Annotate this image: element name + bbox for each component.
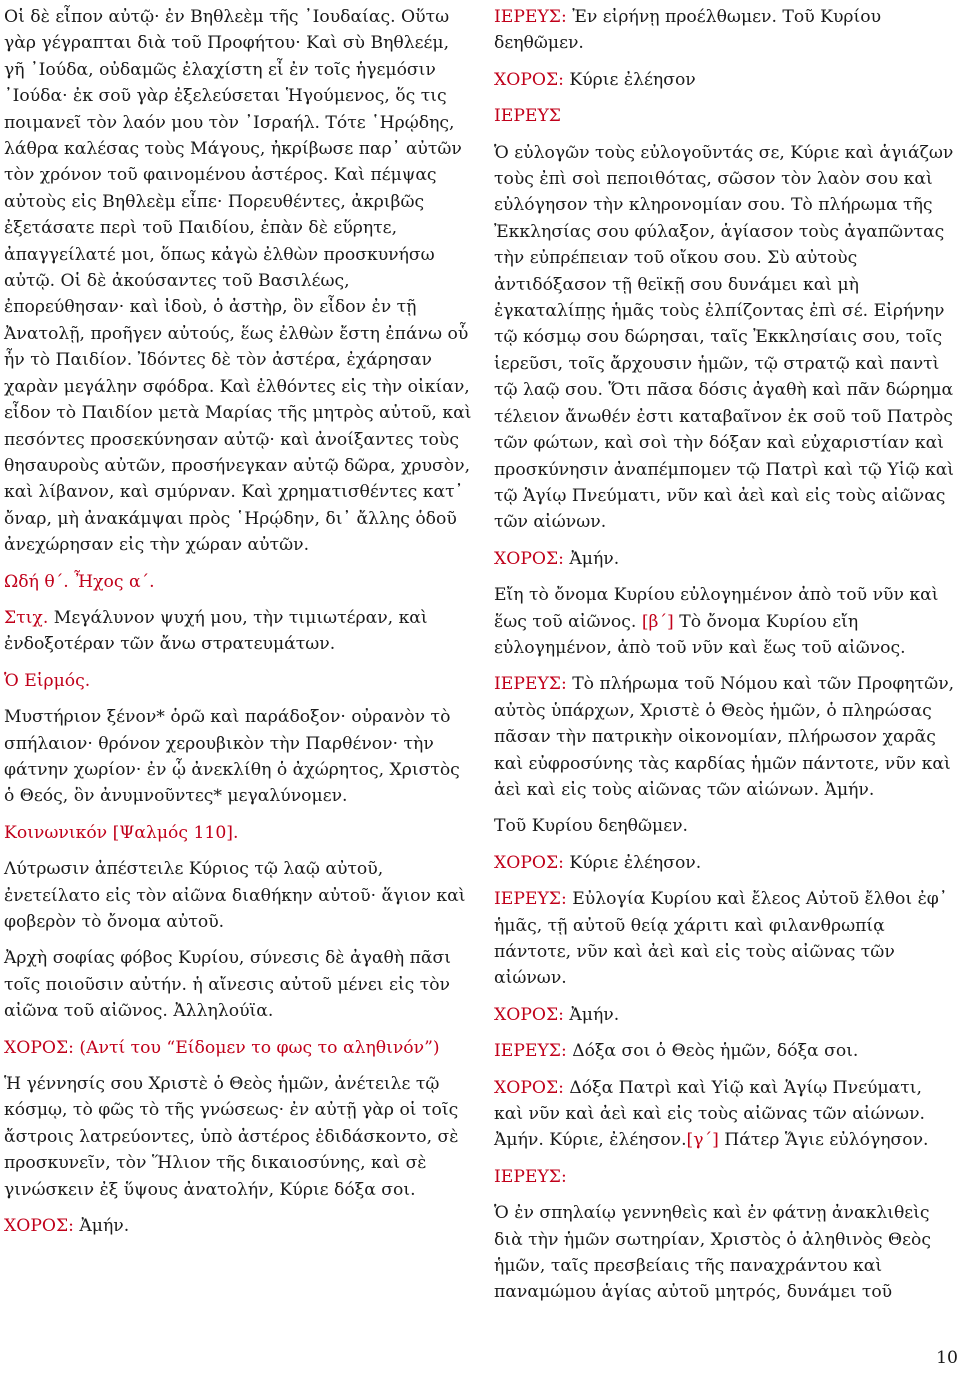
paragraph <box>494 140 956 536</box>
paragraph <box>494 1002 956 1028</box>
body-text: Ἡ γέννησίς σου Χριστὲ ὁ Θεὸς ἡμῶν, ἀνέτειλε τῷ κόσμῳ, τὸ φῶς τὸ τῆς γνώσεως· ἐν αὐτῇ γὰρ οἱ τοῖς ἄστροις λατρεύοντες, ὑπὸ ἀστέρος ἐδιδάσκοντο, σὲ προσκυνεῖν, τὸν Ἥλιον τῆς δικαιοσύνης, καὶ σὲ γινώσκειν ἐξ ὕψους ἀνατολήν, Κύριε δόξα σοι. <box>4 1074 459 1200</box>
paragraph <box>494 813 956 839</box>
body-text: Ὁ ἐν σπηλαίῳ γεννηθεὶς καὶ ἐν φάτνῃ ἀνακλιθεὶς διὰ τὴν ἡμῶν σωτηρίαν, Χριστὸς ὁ ἀληθινὸς Θεὸς ἡμῶν, ταῖς πρεσβείαις τῆς παναχράντου καὶ παναμώμου ἁγίας αὐτοῦ μητρός, δυνάμει τοῦ <box>494 1203 931 1303</box>
body-text: Δόξα σοι ὁ Θεὸς ἡμῶν, δόξα σοι. <box>572 1041 859 1062</box>
rubric-text: [γ΄] <box>686 1130 719 1151</box>
paragraph <box>4 1035 474 1061</box>
paragraph <box>494 1200 956 1306</box>
body-text: Ἀμήν. <box>569 548 620 569</box>
left-column <box>4 4 474 1249</box>
paragraph <box>494 850 956 876</box>
rubric-text: ΧΟΡΟΣ: <box>494 1004 570 1025</box>
body-text: Κύριε ἐλέησον <box>569 69 696 90</box>
body-text: Ἀμήν. <box>79 1216 130 1237</box>
paragraph <box>4 856 474 935</box>
rubric-text: ΧΟΡΟΣ: <box>494 69 570 90</box>
rubric-text: Ὁ Εἱρμός. <box>4 670 91 691</box>
paragraph <box>494 1038 956 1064</box>
rubric-text: ΧΟΡΟΣ: <box>494 548 570 569</box>
body-text: Ἀμήν. <box>569 1004 620 1025</box>
rubric-text: ΧΟΡΟΣ: <box>494 1077 570 1098</box>
rubric-text: ΧΟΡΟΣ: (Αντί του “Είδομεν το φως το αληθινόν”) <box>4 1037 440 1058</box>
rubric-text: Στιχ. <box>4 607 54 628</box>
rubric-text: ΙΕΡΕΥΣ: <box>494 674 573 695</box>
paragraph <box>494 1075 956 1154</box>
rubric-text: [β΄] <box>641 611 674 632</box>
body-text: Τὸ ὄνομα Κυρίου εἴη εὐλογημένον, ἀπὸ τοῦ νῦν καὶ ἕως τοῦ αἰῶνος. <box>494 611 906 658</box>
body-text: Μεγάλυνον ψυχή μου, τὴν τιμιωτέραν, καὶ ἐνδοξοτέραν τῶν ἄνω στρατευμάτων. <box>4 607 428 655</box>
rubric-text: ΙΕΡΕΥΣ <box>494 106 561 127</box>
paragraph <box>494 886 956 992</box>
paragraph <box>4 569 474 595</box>
rubric-text: ΧΟΡΟΣ: <box>4 1216 80 1237</box>
body-text: Μυστήριον ξένον* ὁρῶ καὶ παράδοξον· οὐρανὸν τὸ σπήλαιον· θρόνον χερουβικὸν τὴν Παρθένον· τὴν φάτνην χωρίον· ἐν ᾧ ἀνεκλίθη ὁ ἀχώρητος, Χριστὸς ὁ Θεός, ὃν ἀνυμνοῦντες* μεγαλύνομεν. <box>4 707 460 807</box>
paragraph <box>4 945 474 1024</box>
rubric-text: ΙΕΡΕΥΣ: <box>494 1041 573 1062</box>
rubric-text: ΙΕΡΕΥΣ: <box>494 7 573 27</box>
right-column <box>494 4 956 1316</box>
body-text: Εἴη τὸ ὄνομα Κυρίου εὐλογημένον ἀπὸ τοῦ νῦν καὶ ἕως τοῦ αἰῶνος. <box>494 585 939 632</box>
paragraph <box>494 546 956 572</box>
paragraph <box>4 820 474 846</box>
paragraph <box>494 1164 956 1190</box>
paragraph <box>4 668 474 694</box>
paragraph <box>494 671 956 803</box>
paragraph <box>494 4 956 57</box>
body-text: Δόξα Πατρὶ καὶ Υἱῷ καὶ Ἁγίῳ Πνεύματι, καὶ νῦν καὶ ἀεὶ καὶ εἰς τοὺς αἰῶνας τῶν αἰώνων. Ἀμήν. Κύριε, ἐλέησον. <box>494 1077 925 1151</box>
paragraph <box>494 67 956 93</box>
rubric-text: Ωδή θ΄. Ἦχος α΄. <box>4 571 155 592</box>
page-number: 10 <box>936 1347 958 1368</box>
paragraph <box>494 582 956 661</box>
body-text: Ἀρχὴ σοφίας φόβος Κυρίου, σύνεσις δὲ ἀγαθὴ πᾶσι τοῖς ποιοῦσιν αὐτήν. ἡ αἴνεσις αὐτοῦ μένει εἰς τὸν αἰῶνα τοῦ αἰῶνος. Ἀλληλούϊα. <box>4 948 451 1022</box>
paragraph <box>4 605 474 658</box>
rubric-text: ΧΟΡΟΣ: <box>494 852 570 873</box>
paragraph <box>494 103 956 129</box>
body-text: Ἐν εἰρήνῃ προέλθωμεν. Τοῦ Κυρίου δεηθῶμεν. <box>494 7 882 54</box>
body-text: Οἱ δὲ εἶπον αὐτῷ· ἐν Βηθλεὲμ τῆς ᾿Ιουδαίας. Οὕτω γὰρ γέγραπται διὰ τοῦ Προφήτου· Καὶ σὺ Βηθλεέμ, γῆ ᾿Ιούδα, οὐδαμῶς ἐλαχίστη εἶ ἐν τοῖς ἡγεμόσιν ᾿Ιούδα· ἐκ σοῦ γὰρ ἐξελεύσεται Ἡγούμενος, ὅς τις ποιμανεῖ τὸν λαόν μου τὸν ᾿Ισραήλ. Τότε ῾Ηρῴδης, λάθρα καλέσας τοὺς Μάγους, ἠκρίβωσε παρ᾿ αὐτῶν τὸν χρόνον τοῦ φαινομένου ἀστέρος. Καὶ πέμψας αὐτοὺς εἰς Βηθλεὲμ εἶπε· Πορευθέντες, ἀκριβῶς ἐξετάσατε περὶ τοῦ Παιδίου, ἐπὰν δὲ εὕρητε, ἀπαγγείλατέ μοι, ὅπως κἀγὼ ἐλθὼν προσκυνήσω αὐτῷ. Οἱ δὲ ἀκούσαντες τοῦ Βασιλέως, ἐπορεύθησαν· καὶ ἰδοὺ, ὁ ἀστὴρ, ὃν εἶδον ἐν τῇ Ἀνατολῇ, προῆγεν αὐτούς, ἕως ἐλθὼν ἔστη ἐπάνω οὗ ἦν τὸ Παιδίον. Ἰδόντες δὲ τὸν ἀστέρα, ἐχάρησαν χαρὰν μεγάλην σφόδρα. Καὶ ἐλθόντες εἰς τὴν οἰκίαν, εἶδον τὸ Παιδίον μετὰ Μαρίας τῆς μητρὸς αὐτοῦ, καὶ πεσόντες προσεκύνησαν αὐτῷ· καὶ ἀνοίξαντες τοὺς θησαυροὺς αὐτῶν, προσήνεγκαν αὐτῷ δῶρα, χρυσὸν, καὶ λίβανον, καὶ σμύρναν. Καὶ χρηματισθέντες κατ᾿ ὄναρ, μὴ ἀνακάμψαι πρὸς ῾Ηρῴδην, δι᾿ ἄλλης ὁδοῦ ἀνεχώρησαν εἰς τὴν χώραν αὐτῶν. <box>4 7 472 556</box>
body-text: Τοῦ Κυρίου δεηθῶμεν. <box>494 816 689 837</box>
body-text: Εὐλογία Κυρίου καὶ ἔλεος Αὐτοῦ ἔλθοι ἐφ᾿ ἡμᾶς, τῇ αὐτοῦ θείᾳ χάριτι καὶ φιλανθρωπίᾳ πάντοτε, νῦν καὶ ἀεὶ καὶ εἰς τοὺς αἰῶνας τῶν αἰώνων. <box>494 889 948 989</box>
paragraph <box>4 1071 474 1203</box>
body-text: Ὁ εὐλογῶν τοὺς εὐλογοῦντάς σε, Κύριε καὶ ἁγιάζων τοὺς ἐπὶ σοὶ πεποιθότας, σῶσον τὸν λαὸν σου καὶ εὐλόγησον τὴν κληρονομίαν σου. Τὸ πλήρωμα τῆς Ἐκκλησίας σου φύλαξον, ἁγίασον τοὺς ἀγαπῶντας τὴν εὐπρέπειαν τοῦ οἴκου σου. Σὺ αὐτοὺς ἀντιδόξασον τῇ θεϊκῇ σου δυνάμει καὶ μὴ ἐγκαταλίπῃς ἡμᾶς τοὺς ἐλπίζοντας ἐπὶ σέ. Εἰρήνην τῷ κόσμῳ σου δώρησαι, ταῖς Ἐκκλησίαις σου, τοῖς ἱερεῦσι, τοῖς ἄρχουσιν ἡμῶν, τῷ στρατῷ καὶ παντὶ τῷ λαῷ σου. Ὅτι πᾶσα δόσις ἀγαθὴ καὶ πᾶν δώρημα τέλειον ἄνωθέν ἐστι καταβαῖνον ἐκ σοῦ τοῦ Πατρὸς τῶν φώτων, καὶ σοὶ τὴν δόξαν καὶ εὐχαριστίαν καὶ προσκύνησιν ἀναπέμπομεν τῷ Πατρὶ καὶ τῷ Υἱῷ καὶ τῷ Ἁγίῳ Πνεύματι, νῦν καὶ ἀεὶ καὶ εἰς τοὺς αἰῶνας τῶν αἰώνων. <box>494 142 955 533</box>
body-text: Πάτερ Ἅγιε εὐλόγησον. <box>718 1130 929 1151</box>
body-text: Λύτρωσιν ἀπέστειλε Κύριος τῷ λαῷ αὐτοῦ, ἐνετείλατο εἰς τὸν αἰῶνα διαθήκην αὐτοῦ· ἅγιον καὶ φοβερὸν τὸ ὄνομα αὐτοῦ. <box>4 859 466 932</box>
body-text: Κύριε ἐλέησον. <box>569 852 702 873</box>
rubric-text: ΙΕΡΕΥΣ: <box>494 889 573 910</box>
paragraph <box>4 704 474 810</box>
rubric-text: Κοινωνικόν [Ψαλμός 110]. <box>4 822 239 843</box>
body-text: Τὸ πλήρωμα τοῦ Νόμου καὶ τῶν Προφητῶν, αὐτὸς ὑπάρχων, Χριστὲ ὁ Θεὸς ἡμῶν, ὁ πληρώσας πᾶσαν τὴν πατρικὴν οἰκονομίαν, πλήρωσον χαρᾶς καὶ εὐφροσύνης τὰς καρδίας ἡμῶν πάντοτε, νῦν καὶ ἀεὶ καὶ εἰς τοὺς αἰῶνας τῶν αἰώνων. Ἀμήν. <box>494 674 955 800</box>
rubric-text: ΙΕΡΕΥΣ: <box>494 1166 567 1187</box>
paragraph <box>4 4 474 559</box>
paragraph <box>4 1213 474 1239</box>
